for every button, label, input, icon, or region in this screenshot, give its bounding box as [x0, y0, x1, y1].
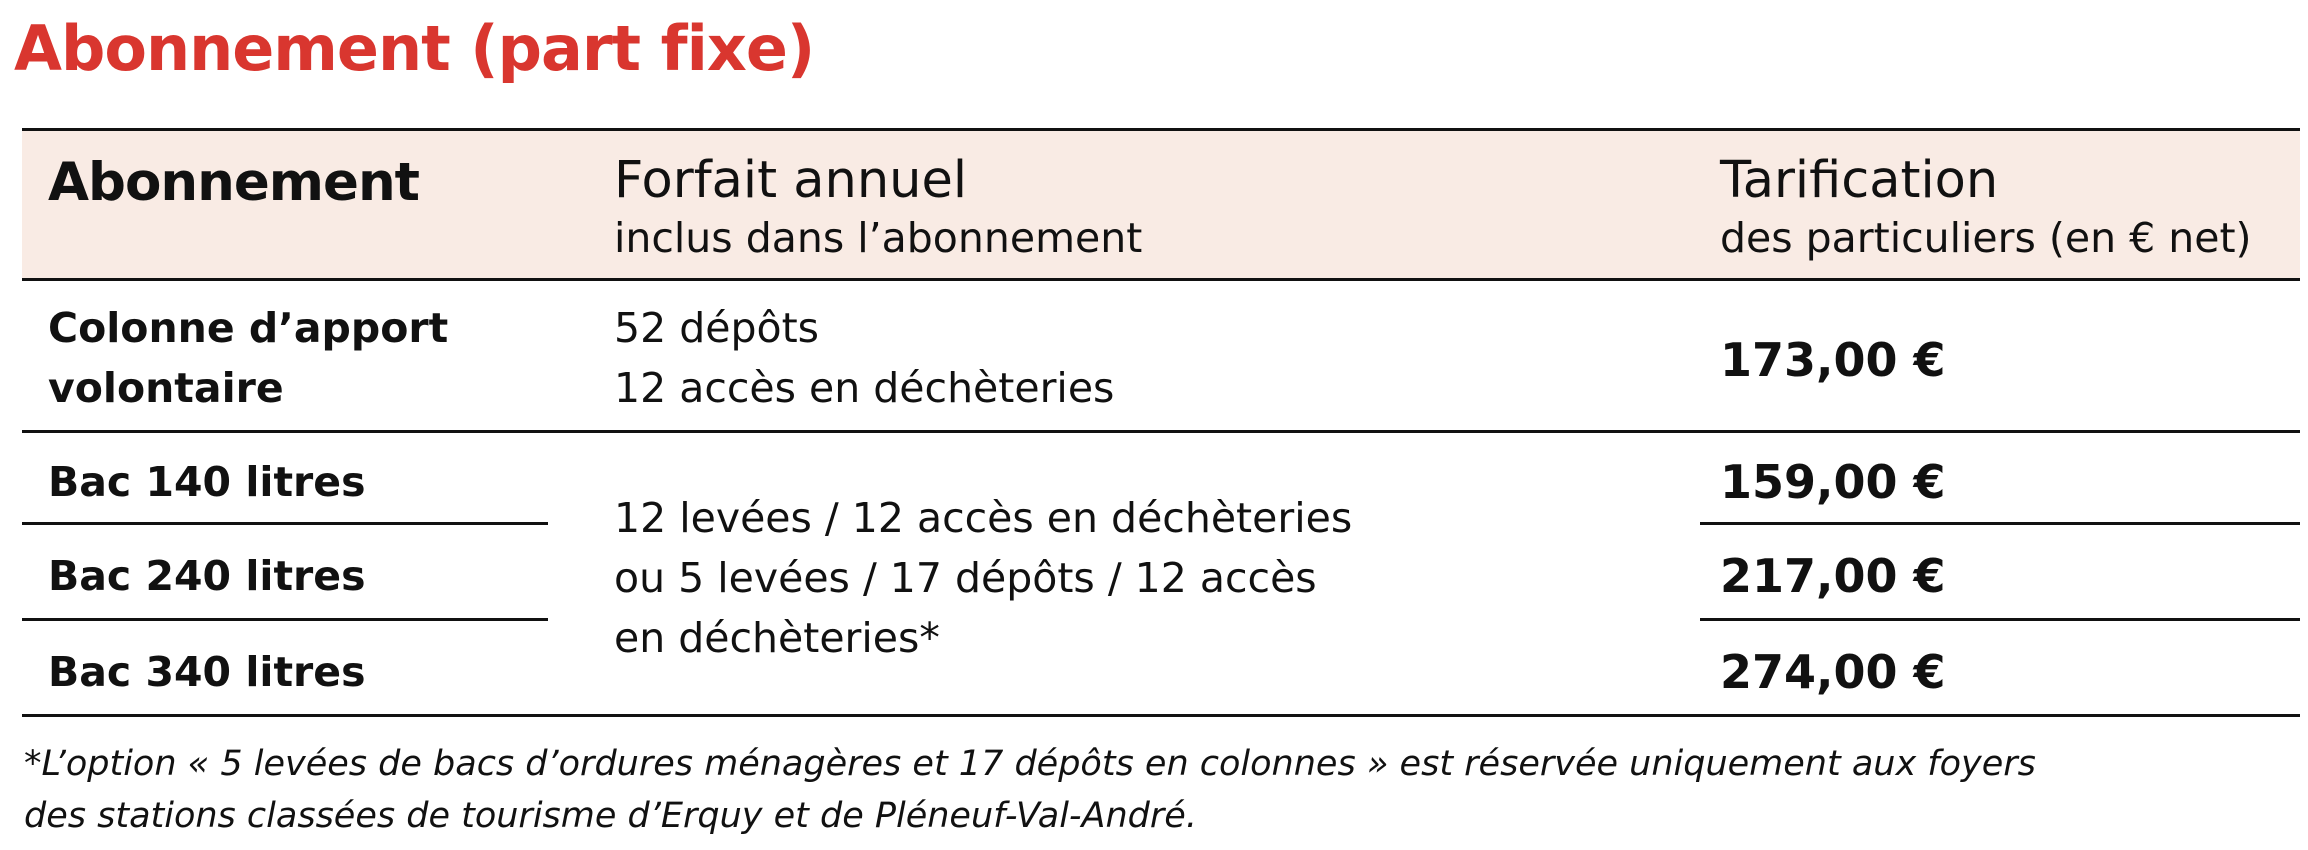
shared-forfait-line-1: 12 levées / 12 accès en déchèteries — [614, 494, 1353, 542]
row-label-bac-340: Bac 340 litres — [48, 648, 366, 696]
row-label-bac-240: Bac 240 litres — [48, 552, 366, 600]
shared-forfait-line-2: ou 5 levées / 17 dépôts / 12 accès — [614, 554, 1317, 602]
table-header-rule — [22, 278, 2300, 281]
row-price-bac-140: 159,00 € — [1720, 455, 1946, 509]
table-row-rule — [22, 522, 548, 525]
header-tarification-subtitle: des particuliers (en € net) — [1720, 214, 2252, 262]
row-label-colonne-line-2: volontaire — [48, 364, 284, 412]
row-label-bac-140: Bac 140 litres — [48, 458, 366, 506]
row-price-bac-340: 274,00 € — [1720, 645, 1946, 699]
shared-forfait-line-3: en déchèteries* — [614, 614, 940, 662]
table-bottom-rule — [22, 714, 2300, 717]
page-title: Abonnement (part fixe) — [14, 12, 815, 85]
table-row-rule — [22, 430, 2300, 433]
row-label-colonne-line-1: Colonne d’apport — [48, 304, 449, 352]
footnote-line-2: des stations classées de tourisme d’Erquy et de Pléneuf-Val-André. — [24, 796, 1197, 836]
row-forfait-colonne-line-1: 52 dépôts — [614, 304, 819, 352]
row-forfait-colonne-line-2: 12 accès en déchèteries — [614, 364, 1115, 412]
table-row-rule — [1700, 522, 2300, 525]
footnote-line-1: *L’option « 5 levées de bacs d’ordures ménagères et 17 dépôts en colonnes » est réservée uniquement aux foyers — [24, 744, 2036, 784]
row-price-bac-240: 217,00 € — [1720, 549, 1946, 603]
header-tarification-title: Tarification — [1720, 151, 1999, 210]
table-top-rule — [22, 128, 2300, 131]
table-row-rule — [1700, 618, 2300, 621]
header-forfait-subtitle: inclus dans l’abonnement — [614, 214, 1143, 262]
table-row-rule — [22, 618, 548, 621]
header-abonnement: Abonnement — [48, 152, 420, 213]
header-forfait-title: Forfait annuel — [614, 151, 968, 210]
row-price-colonne: 173,00 € — [1720, 333, 1946, 387]
